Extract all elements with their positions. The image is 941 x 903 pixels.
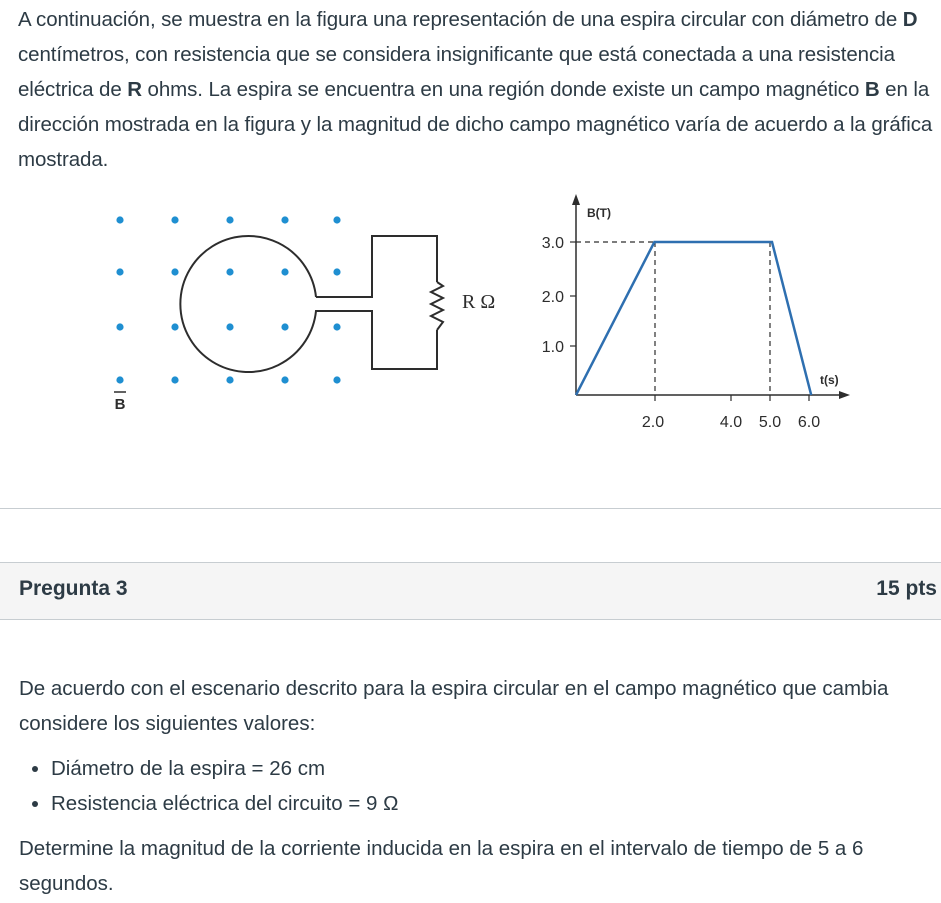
field-dot: [171, 268, 178, 275]
field-dot: [226, 376, 233, 383]
field-dot: [226, 323, 233, 330]
circular-loop-and-leads: [180, 236, 437, 372]
field-symbol: B: [864, 78, 880, 101]
question-header: [0, 562, 941, 620]
field-dot: [333, 216, 340, 223]
given-values-list: [19, 751, 934, 821]
field-dots: [116, 216, 340, 383]
field-dot: [333, 323, 340, 330]
y-axis-arrow: [572, 194, 580, 205]
scenario-text: A continuación, se muestra en la figura una representación de una espira circular con diámetro de D centímetros, con resistencia que se considera insignificante que está conectada a una resistencia eléctrica de R ohms. La espira se encuentra en una región donde existe un campo magnético B en la dirección mostrada en la figura y la magnitud de dicho campo magnético varía de acuerdo a la gráfica mostrada.: [18, 8, 933, 171]
x-axis-label: t(s): [820, 373, 839, 387]
section-divider: [0, 508, 941, 509]
x-tick-label: 4.0: [719, 414, 743, 431]
x-tick-label: 2.0: [641, 414, 665, 431]
field-dot: [281, 268, 288, 275]
field-label: B: [114, 396, 126, 413]
resistor-zigzag: [431, 282, 443, 330]
field-dot: [171, 216, 178, 223]
question-title: Pregunta 3: [19, 577, 128, 600]
question-body: [19, 671, 934, 901]
question-points: 15 pts: [876, 577, 937, 600]
field-dot: [226, 216, 233, 223]
question-intro: De acuerdo con el escenario descrito para la espira circular en el campo magnético que cambia considere los siguientes valores:: [19, 677, 889, 735]
field-dot: [116, 323, 123, 330]
diameter-symbol: D: [902, 8, 918, 31]
field-dot: [281, 323, 288, 330]
list-item: • Resistencia eléctrica del circuito = 9 Ω: [51, 786, 934, 821]
field-dot: [116, 376, 123, 383]
circuit-and-graph-figure: [0, 180, 941, 440]
question-prompt: Determine la magnitud de la corriente inducida en la espira en el intervalo de tiempo de 5 a 6 segundos.: [19, 837, 864, 895]
field-dot: [281, 216, 288, 223]
b-vs-t-graph: [542, 194, 850, 431]
field-dot: [171, 323, 178, 330]
list-item: • Diámetro de la espira = 26 cm: [51, 751, 934, 786]
y-tick-label: 1.0: [541, 339, 564, 356]
field-dot: [171, 376, 178, 383]
x-axis-arrow: [839, 391, 850, 399]
field-dot: [281, 376, 288, 383]
y-tick-label: 2.0: [541, 289, 564, 306]
field-dot: [116, 216, 123, 223]
field-dot: [226, 268, 233, 275]
y-tick-label: 3.0: [541, 235, 564, 252]
b-field-series-line: [576, 242, 811, 395]
x-tick-label: 6.0: [797, 414, 821, 431]
field-dot: [333, 376, 340, 383]
field-dot: [116, 268, 123, 275]
x-tick-label: 5.0: [758, 414, 782, 431]
field-dot: [333, 268, 340, 275]
resistor-label: R Ω: [462, 291, 496, 313]
resistance-symbol: R: [127, 78, 142, 101]
y-axis-label: B(T): [587, 206, 611, 220]
